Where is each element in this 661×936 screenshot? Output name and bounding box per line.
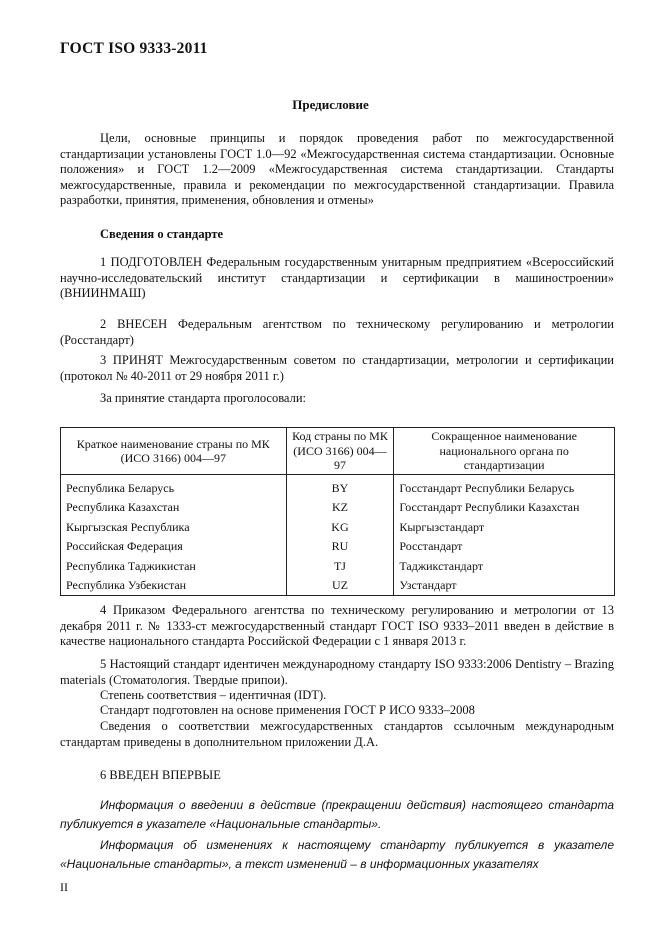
column-header-country: Краткое наименование страны по МК (ИСО 3166) 004—97 [61,428,287,475]
column-header-code: Код страны по МК (ИСО 3166) 004—97 [286,428,394,475]
cell-code: UZ [286,576,394,596]
cell-code: KZ [286,498,394,518]
cell-body: Госстандарт Республики Беларусь [394,475,615,498]
table-row [61,537,615,557]
cell-body: Госстандарт Республики Казахстан [394,498,615,518]
cell-code: TJ [286,556,394,576]
degree-paragraph: Степень соответствия – идентичная (IDT). [100,688,327,702]
cell-country: Республика Узбекистан [61,576,287,596]
cell-body: Таджикстандарт [394,556,615,576]
table-header-row [61,428,615,475]
cell-country: Республика Таджикистан [61,556,287,576]
voting-table [60,427,615,596]
table-row [61,556,615,576]
intro-paragraph: Цели, основные принципы и порядок проведения работ по межгосударственной стандартизации установлены ГОСТ 1.0—92 «Межгосударственная система стандартизации. Основные положения» и ГОСТ 1.2—2009 «Межгосударственная система стандартизации. Стандарты межгосударственные, правила и рекомендации по межгосударственной стандартизации. Правила разработки, принятия, применения, обновления и отмены» [60,131,614,207]
references-paragraph: Сведения о соответствии межгосударственных стандартов ссылочным международным стандартам приведены в дополнительном приложении Д.А. [60,719,614,749]
table-row [61,576,615,596]
cell-country: Кыргызская Республика [61,517,287,537]
page-number: II [60,880,68,894]
item-4-paragraph: 4 Приказом Федерального агентства по техническому регулированию и метрологии от 13 декабря 2011 г. № 1333-ст межгосударственный стандарт ГОСТ ISO 9333–2011 введен в действие в качестве национального стандарта Российской Федерации с 1 января 2013 г. [60,603,614,648]
column-header-body: Сокращенное наименование национального органа по стандартизации [394,428,615,475]
document-code: ГОСТ ISO 9333-2011 [60,40,208,57]
cell-body: Кыргызстандарт [394,517,615,537]
cell-body: Узстандарт [394,576,615,596]
cell-code: BY [286,475,394,498]
basis-paragraph: Стандарт подготовлен на основе применения ГОСТ Р ИСО 9333–2008 [100,703,475,717]
info-paragraph-1: Информация о введении в действие (прекращении действия) настоящего стандарта публикуется в указателе «Национальные стандарты». [60,798,614,831]
item-6-paragraph: 6 ВВЕДЕН ВПЕРВЫЕ [100,768,221,782]
cell-body: Росстандарт [394,537,615,557]
cell-code: RU [286,537,394,557]
table-row [61,498,615,518]
item-3-paragraph: 3 ПРИНЯТ Межгосударственным советом по стандартизации, метрологии и сертификации (протокол № 40-2011 от 29 ноября 2011 г.) [60,353,614,383]
item-5-paragraph: 5 Настоящий стандарт идентичен международному стандарту ISO 9333:2006 Dentistry – Brazing materials (Стоматология. Твердые припои). [60,657,614,687]
item-1-paragraph: 1 ПОДГОТОВЛЕН Федеральным государственным унитарным предприятием «Всероссийский научно-исследовательский институт стандартизации и сертификации в машиностроении» (ВНИИНМАШ) [60,255,614,300]
info-paragraph-2: Информация об изменениях к настоящему стандарту публикуется в указателе «Национальные стандарты», а текст изменений – в информационных указателях [60,838,614,871]
vote-intro: За принятие стандарта проголосовали: [100,391,306,405]
table-row [61,517,615,537]
cell-code: KG [286,517,394,537]
cell-country: Республика Казахстан [61,498,287,518]
table-row [61,475,615,498]
cell-country: Российская Федерация [61,537,287,557]
section-heading: Сведения о стандарте [100,227,224,241]
cell-country: Республика Беларусь [61,475,287,498]
page-title: Предисловие [292,97,369,112]
item-2-paragraph: 2 ВНЕСЕН Федеральным агентством по техническому регулированию и метрологии (Росстандарт) [60,317,614,347]
